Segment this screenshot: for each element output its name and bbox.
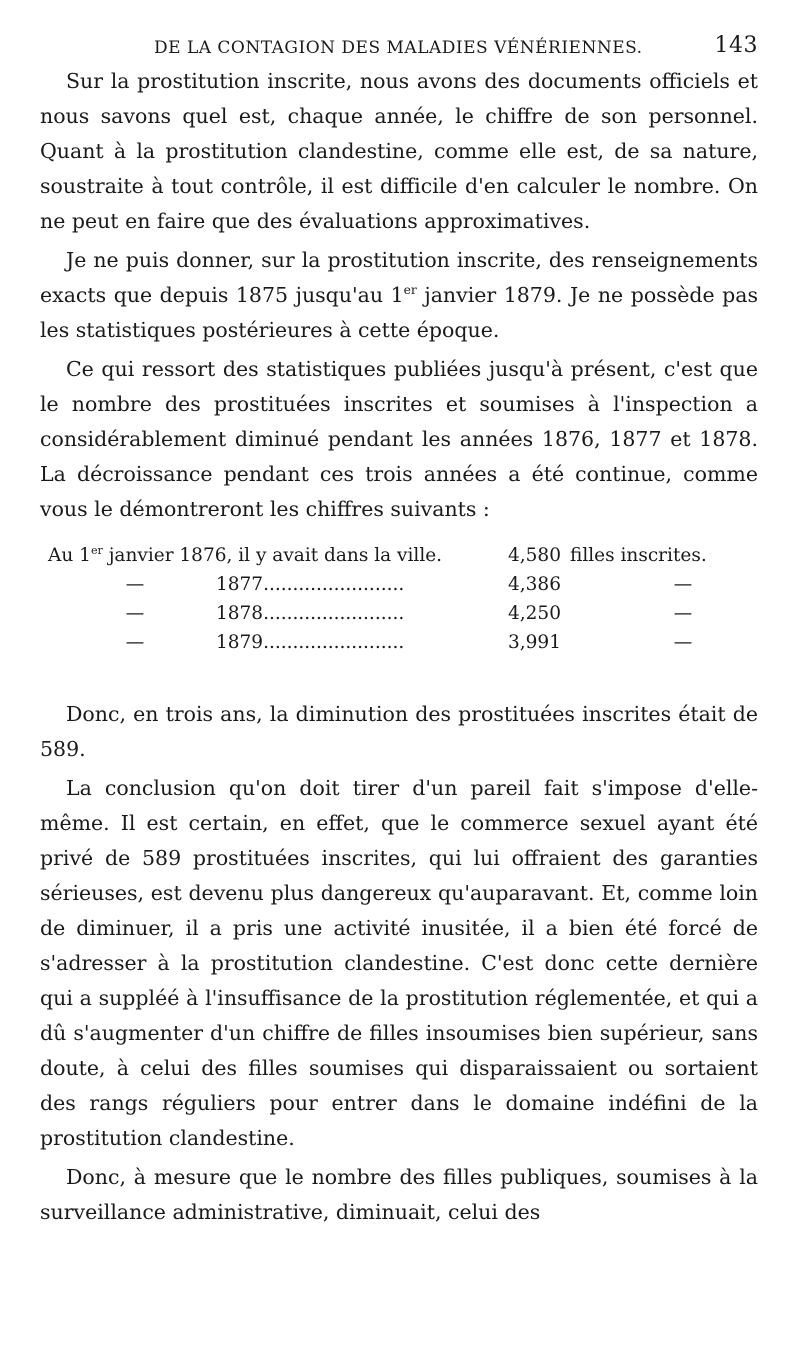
table-row (40, 628, 758, 657)
table-year: 1879........................ (216, 632, 405, 653)
paragraph-2-text-b: janvier 1879. Je ne possède pas les statistiques postérieures à cette époque. (40, 283, 759, 342)
table-row (40, 599, 758, 628)
table-dash-tail: — (673, 603, 693, 624)
table-value: 4,386 (508, 574, 561, 595)
paragraph-1: Sur la prostitution inscrite, nous avons des documents officiels et nous savons quel est, chaque année, le chiffre de son personnel. Quant à la prostitution clandestine, comme elle est, de sa nature, soustraite à tout contrôle, il est difficile d'en calculer le nombre. On ne peut en faire que des évaluations approximatives. (40, 69, 758, 233)
table-first-label-b: janvier 1876, il y avait dans la ville. (102, 545, 443, 566)
paragraph-2 (40, 243, 758, 348)
table-first-label (48, 541, 442, 570)
paragraph-5: La conclusion qu'on doit tirer d'un pareil fait s'impose d'elle-même. Il est certain, en effet, que le commerce sexuel ayant été privé de 589 prostituées inscrites, qui lui offraient des garanties sérieuses, est devenu plus dangereux qu'auparavant. Et, comme loin de diminuer, il a pris une activité inusitée, il a bien été forcé de s'adresser à la prostitution clandestine. C'est donc cette dernière qui a suppléé à l'insuffisance de la prostitution réglementée, et qui a dû s'augmenter d'un chiffre de filles insoumises bien supérieur, sans doute, à celui des filles soumises qui disparaissaient ou sortaient des rangs réguliers pour entrer dans le domaine indéfini de la prostitution clandestine. (40, 776, 758, 1150)
paragraph-2-superscript: er (403, 283, 417, 298)
table-row (40, 570, 758, 599)
running-head (40, 30, 758, 64)
table-value: 4,580 (508, 545, 561, 566)
registered-count-table (40, 541, 758, 657)
table-value: 3,991 (508, 632, 561, 653)
paragraph-3: Ce qui ressort des statistiques publiées jusqu'à présent, c'est que le nombre des prostituées inscrites et soumises à l'inspection a considérablement diminué pendant les années 1876, 1877 et 1878. La décroissance pendant ces trois années a été continue, comme vous le démontreront les chiffres suivants : (40, 357, 758, 521)
table-year: 1877........................ (216, 574, 405, 595)
table-dash-lead: — (125, 574, 145, 595)
table-unit: filles inscrites. (570, 545, 707, 566)
table-first-label-sup: er (90, 543, 103, 557)
paragraph-4: Donc, en trois ans, la diminution des prostituées inscrites était de 589. (40, 702, 758, 761)
page-number: 143 (714, 33, 758, 58)
table-year: 1878........................ (216, 603, 405, 624)
table-first-label-a: Au 1 (48, 545, 91, 566)
table-dash-tail: — (673, 574, 693, 595)
table-row (40, 541, 758, 570)
table-dash-lead: — (125, 603, 145, 624)
paragraph-2-text-a: Je ne puis donner, sur la prostitution inscrite, des renseignements exacts que depuis 1875 jusqu'au 1 (40, 248, 758, 307)
running-title: DE LA CONTAGION DES MALADIES VÉNÉRIENNES. (154, 38, 643, 58)
table-dash-tail: — (673, 632, 693, 653)
paragraph-6: Donc, à mesure que le nombre des filles publiques, soumises à la surveillance administrative, diminuait, celui des (40, 1165, 758, 1224)
table-value: 4,250 (508, 603, 561, 624)
book-page (40, 30, 758, 1230)
table-dash-lead: — (125, 632, 145, 653)
